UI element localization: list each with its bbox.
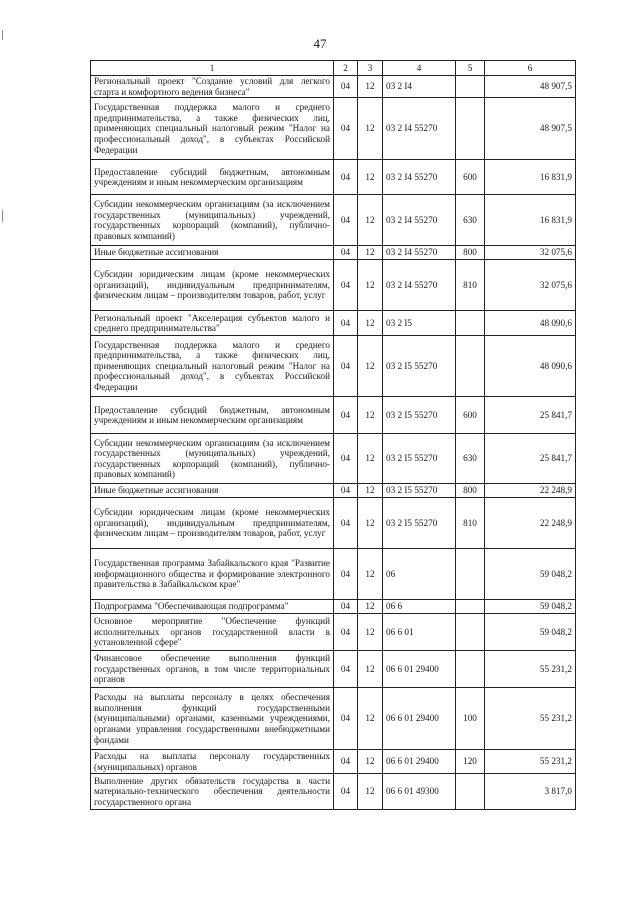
section-code-cell: 04 <box>334 434 358 484</box>
table-row <box>91 76 576 98</box>
section-code-cell: 04 <box>334 600 358 614</box>
row-name-cell: Предоставление субсидий бюджетным, автономным учреждениям и иным некоммерческим организациям <box>91 397 334 434</box>
expense-type-cell <box>456 311 485 336</box>
subsection-code-cell: 12 <box>358 549 383 600</box>
header-cell: 6 <box>485 61 576 76</box>
section-code-cell: 04 <box>334 614 358 651</box>
section-code-cell: 04 <box>334 688 358 750</box>
subsection-code-cell: 12 <box>358 600 383 614</box>
subsection-code-cell: 12 <box>358 434 383 484</box>
target-article-cell: 03 2 I5 55270 <box>383 336 456 397</box>
amount-cell: 32 075,6 <box>485 260 576 311</box>
subsection-code-cell: 12 <box>358 160 383 195</box>
expense-type-cell <box>456 98 485 160</box>
section-code-cell: 04 <box>334 774 358 810</box>
amount-cell: 55 231,2 <box>485 750 576 774</box>
row-name-cell: Региональный проект "Создание условий для легкого старта и комфортного ведения бизнеса" <box>91 76 334 98</box>
row-name-cell: Иные бюджетные ассигнования <box>91 484 334 498</box>
table-row <box>91 260 576 311</box>
row-name-cell: Подпрограмма "Обеспечивающая подпрограмма" <box>91 600 334 614</box>
target-article-cell: 03 2 I5 55270 <box>383 484 456 498</box>
target-article-cell: 03 2 I4 55270 <box>383 246 456 260</box>
section-code-cell: 04 <box>334 311 358 336</box>
row-name-cell: Государственная поддержка малого и среднего предпринимательства, а также физических лиц, применяющих специальный налоговый режим "Налог на профессиональный доход", в субъектах Российской Федерации <box>91 336 334 397</box>
expense-type-cell <box>456 651 485 688</box>
target-article-cell: 06 6 01 49300 <box>383 774 456 810</box>
row-name-cell: Государственная поддержка малого и среднего предпринимательства, а также физических лиц, применяющих специальный налоговый режим "Налог на профессиональный доход", в субъектах Российской Федерации <box>91 98 334 160</box>
expense-type-cell <box>456 336 485 397</box>
expense-type-cell: 630 <box>456 195 485 246</box>
amount-cell: 55 231,2 <box>485 688 576 750</box>
page-number: 47 <box>313 36 327 51</box>
target-article-cell: 06 6 01 <box>383 614 456 651</box>
section-code-cell: 04 <box>334 336 358 397</box>
table-row <box>91 98 576 160</box>
subsection-code-cell: 12 <box>358 336 383 397</box>
subsection-code-cell: 12 <box>358 195 383 246</box>
amount-cell: 59 048,2 <box>485 549 576 600</box>
amount-cell: 59 048,2 <box>485 600 576 614</box>
table-row <box>91 498 576 549</box>
table-row <box>91 336 576 397</box>
subsection-code-cell: 12 <box>358 498 383 549</box>
expense-type-cell: 810 <box>456 498 485 549</box>
table-row <box>91 651 576 688</box>
header-cell: 4 <box>383 61 456 76</box>
subsection-code-cell: 12 <box>358 98 383 160</box>
row-name-cell: Расходы на выплаты персоналу государственных (муниципальных) органов <box>91 750 334 774</box>
amount-cell: 48 090,6 <box>485 336 576 397</box>
row-name-cell: Финансовое обеспечение выполнения функций государственных органов, в том числе территориальных органов <box>91 651 334 688</box>
amount-cell: 59 048,2 <box>485 614 576 651</box>
section-code-cell: 04 <box>334 484 358 498</box>
expense-type-cell <box>456 76 485 98</box>
expense-type-cell <box>456 774 485 810</box>
row-name-cell: Государственная программа Забайкальского края "Развитие информационного общества и формирование электронного правительства в Забайкальском крае" <box>91 549 334 600</box>
subsection-code-cell: 12 <box>358 651 383 688</box>
row-name-cell: Субсидии юридическим лицам (кроме некоммерческих организаций), индивидуальным предпринимателям, физическим лицам – производителям товаров, работ, услуг <box>91 498 334 549</box>
table-row <box>91 549 576 600</box>
row-name-cell: Основное мероприятие "Обеспечение функций исполнительных органов государственной власти в установленной сфере" <box>91 614 334 651</box>
amount-cell: 32 075,6 <box>485 246 576 260</box>
margin-mark <box>2 210 3 222</box>
expense-type-cell: 120 <box>456 750 485 774</box>
amount-cell: 22 248,9 <box>485 498 576 549</box>
section-code-cell: 04 <box>334 195 358 246</box>
table-row <box>91 688 576 750</box>
section-code-cell: 04 <box>334 549 358 600</box>
target-article-cell: 06 6 01 29400 <box>383 651 456 688</box>
section-code-cell: 04 <box>334 246 358 260</box>
target-article-cell: 03 2 I5 55270 <box>383 434 456 484</box>
subsection-code-cell: 12 <box>358 260 383 311</box>
expense-type-cell <box>456 549 485 600</box>
expense-type-cell: 630 <box>456 434 485 484</box>
expense-type-cell <box>456 600 485 614</box>
section-code-cell: 04 <box>334 750 358 774</box>
target-article-cell: 06 <box>383 549 456 600</box>
row-name-cell: Предоставление субсидий бюджетным, автономным учреждениям и иным некоммерческим организациям <box>91 160 334 195</box>
subsection-code-cell: 12 <box>358 484 383 498</box>
row-name-cell: Региональный проект "Акселерация субъектов малого и среднего предпринимательства" <box>91 311 334 336</box>
section-code-cell: 04 <box>334 98 358 160</box>
table-row <box>91 600 576 614</box>
expense-type-cell: 600 <box>456 397 485 434</box>
target-article-cell: 06 6 01 29400 <box>383 750 456 774</box>
table-row <box>91 614 576 651</box>
section-code-cell: 04 <box>334 260 358 311</box>
subsection-code-cell: 12 <box>358 397 383 434</box>
row-name-cell: Субсидии некоммерческим организациям (за исключением государственных (муниципальных) учреждений, государственных корпораций (компаний), публично-правовых компаний) <box>91 434 334 484</box>
target-article-cell: 03 2 I4 55270 <box>383 160 456 195</box>
table-row <box>91 311 576 336</box>
amount-cell: 48 907,5 <box>485 76 576 98</box>
subsection-code-cell: 12 <box>358 688 383 750</box>
amount-cell: 16 831,9 <box>485 160 576 195</box>
table-row <box>91 397 576 434</box>
target-article-cell: 03 2 I4 <box>383 76 456 98</box>
table-row <box>91 774 576 810</box>
subsection-code-cell: 12 <box>358 750 383 774</box>
row-name-cell: Выполнение других обязательств государства в части материально-технического обеспечения деятельности государственного органа <box>91 774 334 810</box>
section-code-cell: 04 <box>334 160 358 195</box>
table-row <box>91 434 576 484</box>
table-row <box>91 160 576 195</box>
section-code-cell: 04 <box>334 651 358 688</box>
expense-type-cell: 810 <box>456 260 485 311</box>
amount-cell: 25 841,7 <box>485 434 576 484</box>
target-article-cell: 03 2 I4 55270 <box>383 98 456 160</box>
section-code-cell: 04 <box>334 498 358 549</box>
table-row <box>91 195 576 246</box>
target-article-cell: 03 2 I5 <box>383 311 456 336</box>
target-article-cell: 03 2 I5 55270 <box>383 498 456 549</box>
header-row <box>91 61 576 76</box>
row-name-cell: Субсидии юридическим лицам (кроме некоммерческих организаций), индивидуальным предпринимателям, физическим лицам – производителям товаров, работ, услуг <box>91 260 334 311</box>
header-cell: 5 <box>456 61 485 76</box>
amount-cell: 55 231,2 <box>485 651 576 688</box>
amount-cell: 22 248,9 <box>485 484 576 498</box>
target-article-cell: 03 2 I4 55270 <box>383 260 456 311</box>
amount-cell: 48 907,5 <box>485 98 576 160</box>
section-code-cell: 04 <box>334 397 358 434</box>
row-name-cell: Расходы на выплаты персоналу в целях обеспечения выполнения функций государственными (муниципальными) органами, казенными учреждениями, органами управления государственными внебюджетными фондами <box>91 688 334 750</box>
expense-type-cell: 100 <box>456 688 485 750</box>
expense-type-cell: 800 <box>456 484 485 498</box>
header-cell: 1 <box>91 61 334 76</box>
budget-table <box>90 60 576 810</box>
expense-type-cell: 800 <box>456 246 485 260</box>
target-article-cell: 03 2 I4 55270 <box>383 195 456 246</box>
subsection-code-cell: 12 <box>358 774 383 810</box>
row-name-cell: Иные бюджетные ассигнования <box>91 246 334 260</box>
row-name-cell: Субсидии некоммерческим организациям (за исключением государственных (муниципальных) учреждений, государственных корпораций (компаний), публично-правовых компаний) <box>91 195 334 246</box>
amount-cell: 16 831,9 <box>485 195 576 246</box>
subsection-code-cell: 12 <box>358 76 383 98</box>
expense-type-cell: 600 <box>456 160 485 195</box>
subsection-code-cell: 12 <box>358 614 383 651</box>
header-cell: 3 <box>358 61 383 76</box>
subsection-code-cell: 12 <box>358 246 383 260</box>
target-article-cell: 03 2 I5 55270 <box>383 397 456 434</box>
table-row <box>91 246 576 260</box>
amount-cell: 3 817,0 <box>485 774 576 810</box>
table-row <box>91 484 576 498</box>
target-article-cell: 06 6 <box>383 600 456 614</box>
header-cell: 2 <box>334 61 358 76</box>
subsection-code-cell: 12 <box>358 311 383 336</box>
amount-cell: 48 090,6 <box>485 311 576 336</box>
table-row <box>91 750 576 774</box>
target-article-cell: 06 6 01 29400 <box>383 688 456 750</box>
expense-type-cell <box>456 614 485 651</box>
amount-cell: 25 841,7 <box>485 397 576 434</box>
section-code-cell: 04 <box>334 76 358 98</box>
